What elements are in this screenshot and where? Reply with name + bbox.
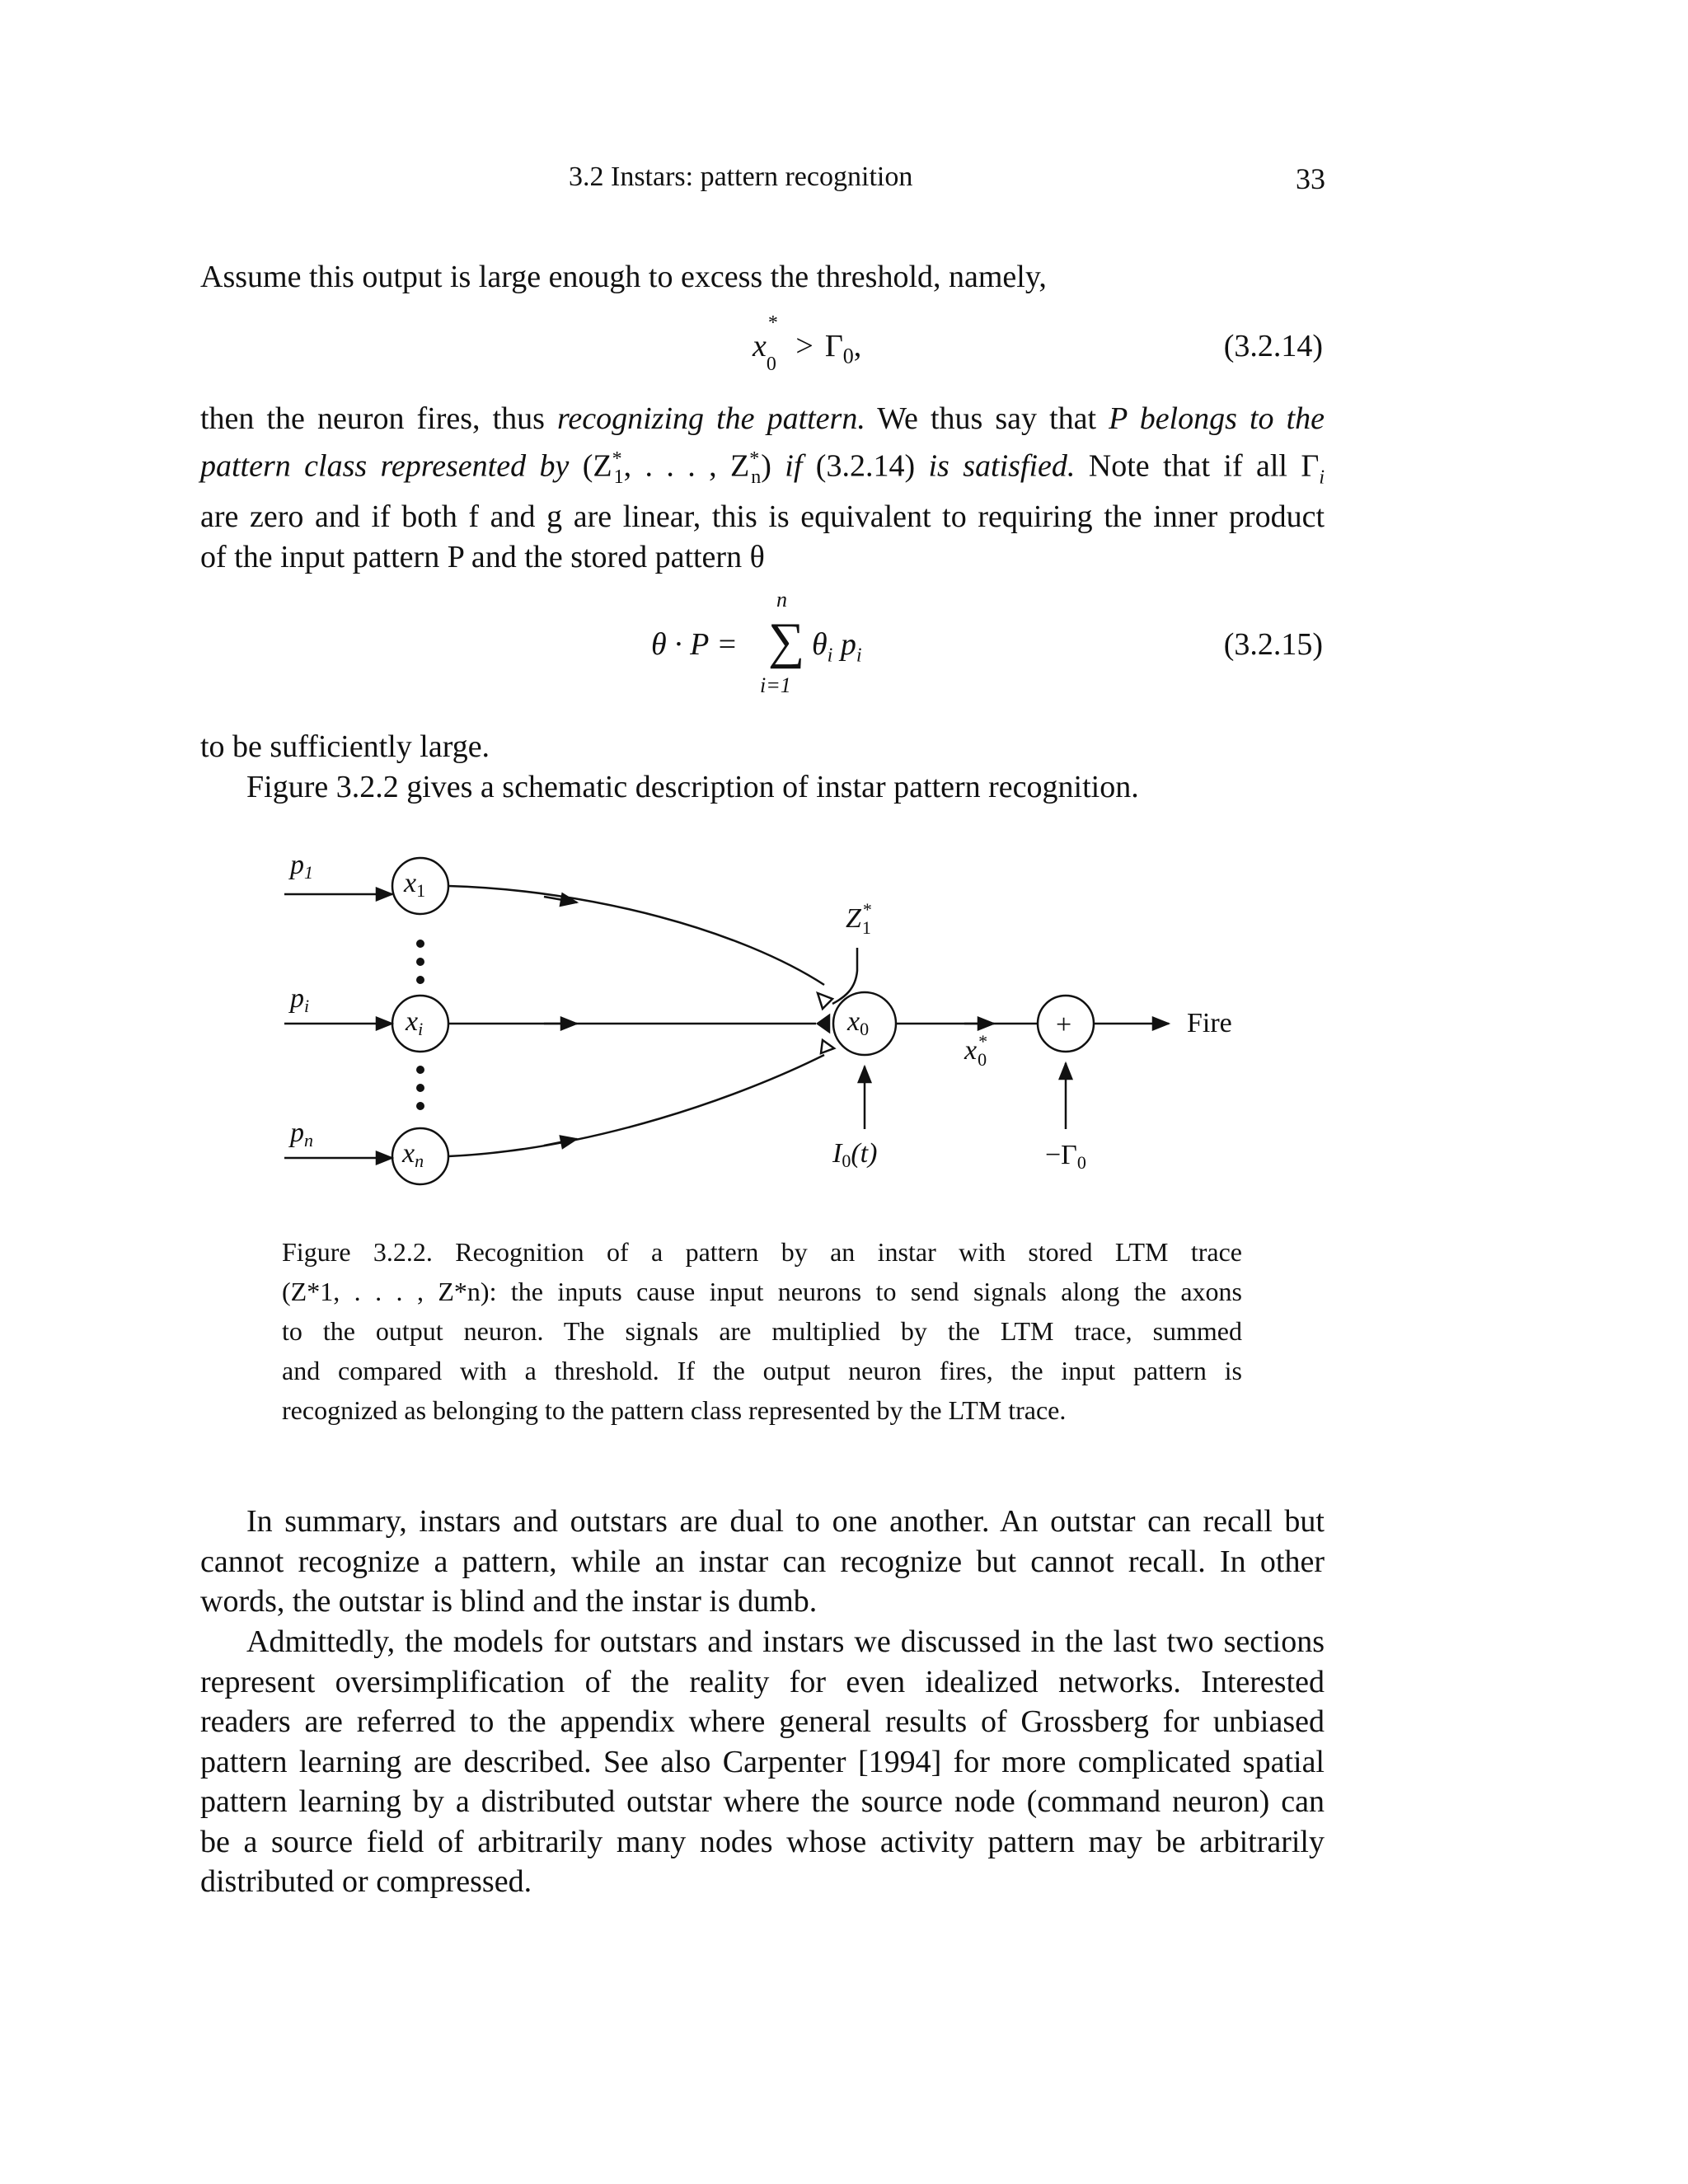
paragraph-admittedly bbox=[200, 1622, 1325, 1902]
fire-label: Fire bbox=[1187, 1008, 1232, 1038]
axon-n bbox=[448, 1055, 824, 1156]
input-label-i: pi bbox=[290, 983, 310, 1016]
caption-line: (Z*1, . . . , Z*n): the inputs cause input neurons to send signals along the axons bbox=[282, 1277, 1242, 1306]
text-line: cannot recognize a pattern, while an instar can recognize but cannot recall. In other bbox=[200, 1544, 1325, 1579]
ellipsis-dot bbox=[416, 1066, 424, 1074]
axon-1 bbox=[448, 886, 824, 985]
text-line: In summary, instars and outstars are dual to one another. An outstar can recall but bbox=[246, 1504, 1325, 1539]
synapse-n bbox=[821, 1040, 834, 1053]
node-label-i: xi bbox=[406, 1006, 424, 1039]
text-line: then the neuron fires, thus recognizing the pattern. We thus say that P belongs to the bbox=[200, 401, 1325, 436]
figure-caption bbox=[282, 1232, 1242, 1430]
text-line: pattern learning by a distributed outstar where the source node (command neuron) can bbox=[200, 1784, 1325, 1819]
node-label-n: xn bbox=[402, 1138, 424, 1171]
ellipsis-dot bbox=[416, 1102, 424, 1110]
running-head: 3.2 Instars: pattern recognition bbox=[569, 162, 913, 192]
signal-label: x* 0 bbox=[964, 1031, 988, 1070]
external-input-label: I0(t) bbox=[832, 1138, 878, 1171]
text-line: represent oversimplification of the reality for even idealized networks. Interested bbox=[200, 1664, 1325, 1699]
synapse-1 bbox=[818, 993, 832, 1009]
equation-3-2-15: θ · P = n ∑ i=1 $\theta_i$ $p_i$ (3.2.15) bbox=[651, 588, 1323, 697]
ellipsis-dot bbox=[416, 1084, 424, 1092]
ellipsis-dot bbox=[416, 976, 424, 984]
text-line: are zero and if both f and g are linear, this is equivalent to requiring the inner product bbox=[200, 499, 1325, 535]
text-line: Assume this output is large enough to excess the threshold, namely, bbox=[200, 260, 1047, 294]
threshold-label: −Γ0 bbox=[1045, 1140, 1086, 1173]
text-line: of the input pattern P and the stored pattern θ bbox=[200, 539, 765, 574]
ellipsis-dot bbox=[416, 958, 424, 966]
text-line: be a source field of arbitrarily many nodes whose activity pattern may be arbitrarily bbox=[200, 1824, 1325, 1859]
ellipsis-dot bbox=[416, 940, 424, 948]
sum-node-label: + bbox=[1056, 1010, 1072, 1040]
text-line: pattern class represented by ($Z^*_1$, . . . , $Z^*_n$) if (3.2.14) is satisfied. Note that if all $\Gamma_i$ bbox=[200, 448, 1325, 488]
output-node-label: x0 bbox=[847, 1006, 870, 1039]
text-line: distributed or compressed. bbox=[200, 1864, 532, 1899]
input-label-n: pn bbox=[290, 1118, 313, 1151]
equation-number: (3.2.15) bbox=[1223, 627, 1323, 662]
text-line: words, the outstar is blind and the instar is dumb. bbox=[200, 1584, 818, 1619]
paragraph-summary bbox=[200, 1502, 1325, 1622]
synapse-i bbox=[818, 1015, 829, 1032]
ltm-trace-label: Z* 1 bbox=[846, 899, 872, 938]
text-line: Admittedly, the models for outstars and instars we discussed in the last two sections bbox=[246, 1624, 1325, 1659]
caption-line: to the output neuron. The signals are multiplied by the LTM trace, summed bbox=[282, 1316, 1242, 1346]
input-label-1: p1 bbox=[290, 850, 313, 883]
text-line: pattern learning are described. See also Carpenter [1994] for more complicated spatial bbox=[200, 1744, 1325, 1779]
text-line: to be sufficiently large. bbox=[200, 729, 490, 764]
node-label-1: x1 bbox=[404, 868, 426, 901]
text-line: readers are referred to the appendix where general results of Grossberg for unbiased bbox=[200, 1704, 1325, 1739]
page-number: 33 bbox=[1296, 162, 1325, 195]
text-line: Figure 3.2.2 gives a schematic description of instar pattern recognition. bbox=[246, 769, 1139, 804]
caption-line: recognized as belonging to the pattern class represented by the LTM trace. bbox=[282, 1395, 1067, 1425]
equation-body: x * $_0 > \Gamma_0$, bbox=[753, 312, 862, 375]
caption-line: Figure 3.2.2. Recognition of a pattern by an instar with stored LTM trace bbox=[282, 1237, 1242, 1267]
equation-number: (3.2.14) bbox=[1223, 329, 1323, 363]
caption-line: and compared with a threshold. If the output neuron fires, the input pattern is bbox=[282, 1356, 1242, 1385]
